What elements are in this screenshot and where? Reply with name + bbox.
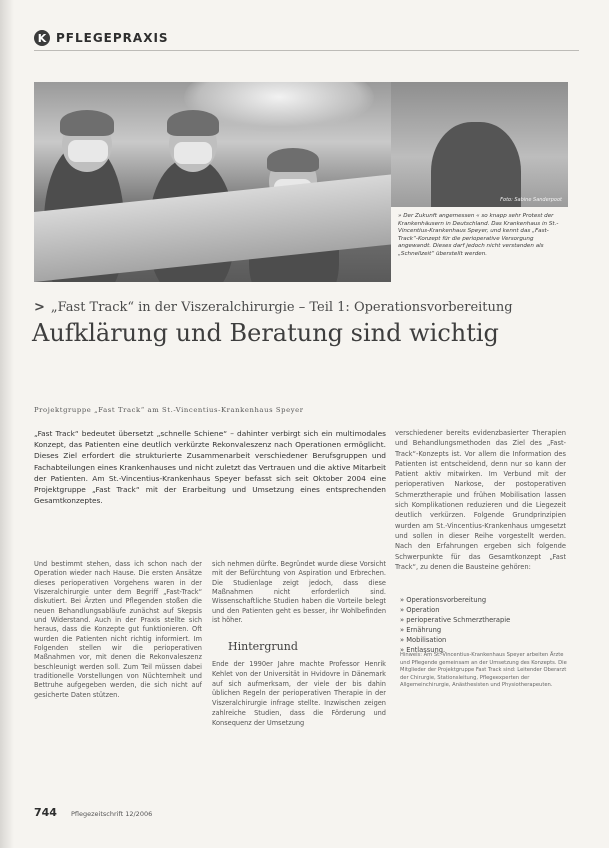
header-divider: [34, 50, 579, 51]
surgeon-mask-2: [174, 142, 212, 164]
page-number: 744: [34, 806, 57, 819]
surgeon-cap-2: [167, 110, 219, 136]
list-item: » Entlassung.: [400, 646, 446, 654]
photo-caption: » Der Zukunft angemessen « so knapp sehr Protest der Krankenhäusern in Deutschland. Das Krankenhaus in St.-Vincentius-Krankenhaus Speyer, und kennt das „Fast-Track“-Konzept für die perioperative Versorgung angewandt. Dieses darf jedoch nicht verstanden als „Schnellzeit“ überstellt werden.: [398, 213, 559, 257]
section-header: [34, 30, 169, 46]
kicker-arrow-icon: >: [34, 300, 45, 315]
article-lead: „Fast Track“ bedeutet übersetzt „schnelle Schiene“ – dahinter verbirgt sich ein multimodales Konzept, das Patienten eine deutlich verkürzte Rekonvaleszenz nach Operationen ermöglicht. Dieses Ziel erfordert die strukturierte Zusammenarbeit verschiedener Berufsgruppen und Fachabteilungen eines Krankenhauses und nicht zuletzt das Vertrauen und die aktive Mitarbeit der Patienten. Am St.-Vincentius-Krankenhaus Speyer befasst sich seit Oktober 2004 eine Projektgruppe „Fast Track“ mit der Erarbeitung und Umsetzung eines entsprechenden Gesamtkonzeptes.: [34, 429, 386, 506]
body-column-2-bottom: Ende der 1990er Jahre machte Professor Henrik Kehlet von der Universität in Hvidovre in Dänemark auf sich aufmerksam, der viele der bis dahin üblichen Regeln der perioperativen Therapie in der Viszeralchirurgie infrage stellte. Inzwischen zeigen zahlreiche Studien, dass die Förderung und Konsequenz der Umsetzung: [212, 660, 386, 727]
journal-name: Pflegezeitschrift 12/2006: [70, 810, 153, 818]
surgery-photo: [34, 82, 391, 282]
bullet-list: [400, 595, 510, 655]
article-headline: Aufklärung und Beratung sind wichtig: [32, 319, 499, 347]
body-column-2-top: sich nehmen dürfte. Begründet wurde diese Vorsicht mit der Befürchtung von Aspiration und Erbrechen. Die Studienlage zeigt jedoch, dass diese Maßnahmen nicht erforderlich sind. Wissenschaftliche Studien haben die Vorteile belegt und den Patienten geht es besser, ihr Wohlbefinden ist höher.: [212, 560, 386, 625]
list-item: » Mobilisation: [400, 636, 447, 644]
page-footer: [34, 806, 152, 819]
list-item: » Ernährung: [400, 626, 442, 634]
body-column-3: verschiedener bereits evidenzbasierter Therapien und Behandlungsmethoden das Ziel des „Fast-Track“-Konzepts ist. Vor allem die Information des Patienten ist entscheidend, denn nur so kann der Patient aktiv mitwirken. Im Verbund mit der perioperativen Narkose, der postoperativen Schmerztherapie und frühen Mobilisation lassen sich Komplikationen reduzieren und die Liegezeit deutlich verkürzen. Folgende Grundprinzipien wurden am St.-Vincentius-Krankenhaus umgesetzt und sollen in dieser Reihe vorgestellt werden. Nach den Erfahrungen ergeben sich folgende Schwerpunkte für das Gesamtkonzept „Fast Track“, zu denen die Bausteine gehören:: [395, 429, 566, 571]
surgeon-cap-1: [60, 110, 114, 136]
section-label: PFLEGEPRAXIS: [56, 31, 169, 45]
footnote: Hinweis: Am St.-Vincentius-Krankenhaus Speyer arbeiten Ärzte und Pflegende gemeinsam an der Umsetzung des Konzepts. Die Mitglieder der Projektgruppe Fast Track sind: Leitender Oberarzt der Chirurgie, Stationsleitung, Pflegeexperten der Allgemeinchirurgie, Anästhesisten und Physiotherapeuten.: [400, 652, 567, 689]
background-figure: [431, 122, 521, 207]
list-item: » perioperative Schmerztherapie: [400, 616, 511, 624]
subheading-hintergrund: Hintergrund: [228, 640, 298, 653]
surgeon-cap-3: [267, 148, 319, 172]
surgery-photo-side: [391, 82, 568, 207]
list-item: » Operationsvorbereitung: [400, 596, 487, 604]
article-kicker: [34, 300, 513, 315]
article-byline: Projektgruppe „Fast Track“ am St.-Vincentius-Krankenhaus Speyer: [34, 406, 304, 414]
section-k-icon: K: [34, 30, 50, 46]
kicker-text: „Fast Track“ in der Viszeralchirurgie – Teil 1: Operationsvorbereitung: [50, 300, 513, 315]
list-item: » Operation: [400, 606, 440, 614]
surgeon-mask-1: [68, 140, 108, 162]
body-column-1: Und bestimmt stehen, dass ich schon nach der Operation wieder nach Hause. Die ersten Ansätze dieses perioperativen Vorgehens waren in der Viszeralchirurgie unter dem Begriff „Fast-Track“ diskutiert. Bei Ärzten und Pflegenden stoßen die neuen Behandlungsabläufe zunächst auf Skepsis und Widerstand. Auch in der Praxis stellte sich heraus, dass die Konzepte gut funktionieren. Oft wurden die Patienten nicht richtig informiert. Im Folgenden stellen wir die perioperativen Maßnahmen vor, mit denen die Rekonvaleszenz beschleunigt werden soll. Zum Teil müssen dabei traditionelle Vorstellungen von Nüchternheit und Bettruhe aufgegeben werden, die sich nicht auf gesicherte Daten stützen.: [34, 560, 202, 699]
photo-credit: Foto: Sabine Sanderpoot: [500, 197, 562, 203]
